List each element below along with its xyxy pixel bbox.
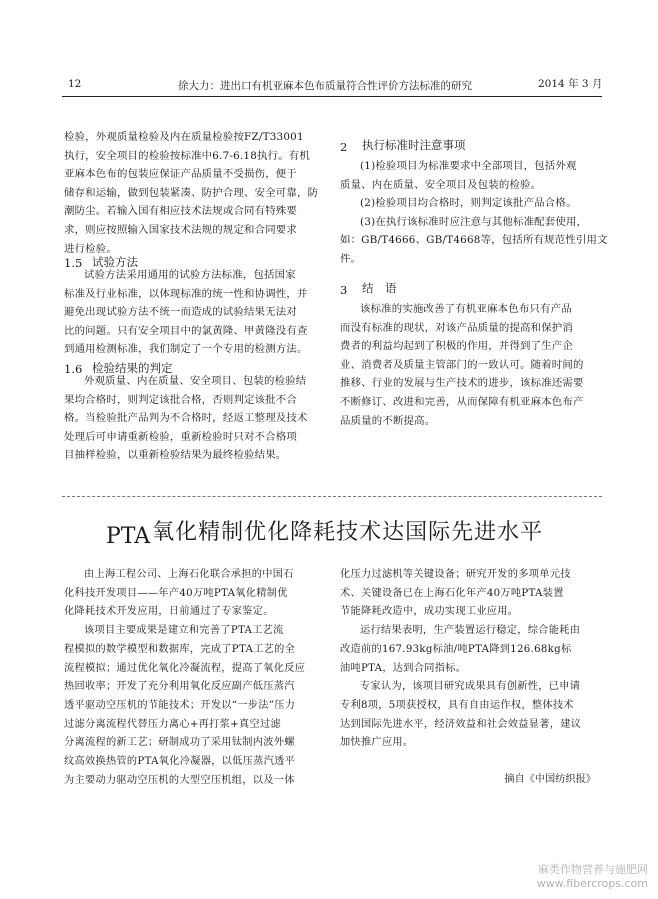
text-line: 费者的利益均起到了积极的作用，并得到了生产企 — [340, 340, 573, 353]
article-title-text: 氧化精制优化降耗技术达国际先进水平 — [152, 520, 544, 545]
section-2-number: 2 — [340, 140, 348, 154]
issue-year-unit: 年 — [568, 78, 579, 90]
text-line: 由上海工程公司、上海石化联合承担的中国石 — [84, 569, 294, 580]
text-line: 到通用检测标准，我们制定了一个专用的检测方法。 — [64, 343, 308, 356]
text-line: 化科技开发项目——年产40万吨PTA氧化精制优 — [64, 587, 288, 599]
issue-year: 2014 — [538, 78, 565, 90]
text-line: 品质量的不断提高。 — [340, 414, 436, 427]
section-3-number: 3 — [340, 283, 348, 297]
text-line: 程模拟的数学模型和数据库，完成了PTA工艺的全 — [64, 643, 296, 655]
text-line: 比的问题。只有安全项目中的氯黄隆、甲黄隆没有查 — [64, 324, 308, 337]
text-line: 进行检验。 — [64, 242, 117, 255]
text-line: 检验，外观质量检验及内在质量检验按FZ/T33001 — [64, 131, 304, 143]
text-line: 求，则应按照输入国家技术法规的规定和合同要求 — [64, 224, 297, 236]
running-title: 徐大力：进出口有机亚麻本色布质量符合性评价方法标准的研究 — [178, 80, 472, 92]
issue-month: 3 — [581, 78, 589, 90]
article-title-prefix: PTA — [106, 524, 151, 549]
text-line: 质量、内在质量、安全项目及包装的检验。 — [340, 178, 542, 191]
text-line: 加快推广应用。 — [340, 737, 414, 749]
text-line: 专利8项，5项获授权，具有自由运作权，整体技术 — [340, 699, 574, 711]
text-line: 改造前的167.93kg标油/吨PTA降到126.68kg标 — [340, 643, 572, 655]
text-line: (2)检验项目均合格时，则判定该批产品合格。 — [360, 197, 577, 210]
text-line: 如：GB/T4666、GB/T4668等，包括所有规范性引用文 — [340, 234, 608, 247]
text-line: 件。 — [340, 253, 362, 265]
text-line: 试验方法采用通用的试验方法标准，包括国家 — [84, 269, 296, 281]
text-line: 业、消费者及质量主管部门的一致认可。随着时间的 — [340, 358, 584, 371]
section-1-6-number: 1.6 — [64, 362, 83, 376]
text-line: 亚麻本色布的包装应保证产品质量不受损伤，便于 — [64, 168, 297, 181]
text-line: (1)检验项目为标准要求中全部项目，包括外观 — [360, 160, 577, 172]
text-line: 分离流程的新工艺；研制成功了采用钛制内波外螺 — [64, 737, 295, 749]
section-1-5-title: 试验方法 — [92, 255, 138, 269]
section-3-title: 结 语 — [362, 281, 397, 295]
issue-date — [538, 76, 602, 91]
text-line: 标准及行业标准，以体现标准的统一性和协调性，并 — [64, 287, 308, 300]
watermark — [537, 863, 648, 891]
text-line: 格。当检验批产品判为不合格时，经返工整理及技术 — [64, 412, 308, 425]
text-line: 运行结果表明，生产装置运行稳定，综合能耗由 — [360, 625, 581, 637]
page-number: 12 — [68, 78, 82, 90]
text-line: 节能降耗改造中，成功实现工业应用。 — [340, 606, 519, 618]
text-line: 流程模拟；通过优化氧化冷凝流程，提高了氧化反应 — [64, 662, 306, 674]
text-line: 处理后可申请重新检验，重新检验时只对不合格项 — [64, 430, 297, 443]
article-title — [106, 515, 543, 549]
section-1-5-number: 1.5 — [64, 256, 83, 270]
text-line: 纹高效换热管的PTA氧化冷凝器，以低压蒸汽透平 — [64, 756, 296, 767]
text-line: 避免出现试验方法不统一而造成的试验结果无法对 — [64, 306, 297, 319]
text-line: 推移、行业的发展与生产技术的进步，该标准还需要 — [340, 377, 584, 390]
text-line: 过滤分离流程代替压力离心+再打浆+真空过滤 — [64, 718, 281, 730]
text-line: 而没有标准的现状，对该产品质量的提高和保护消 — [340, 321, 573, 334]
text-line: 油吨PTA，达到合同指标。 — [340, 662, 467, 674]
text-line: 储存和运输，做到包装紧凑、防护合理、安全可靠，防 — [64, 186, 319, 199]
text-line: 透平驱动空压机的节能技术；开发以“一步法”压力 — [64, 699, 296, 711]
issue-month-unit: 月 — [591, 78, 603, 90]
text-line: 该标准的实施改善了有机亚麻本色布只有产品 — [360, 303, 572, 315]
section-1-6-title: 检验结果的判定 — [92, 361, 173, 375]
text-line: 该项目主要成果是建立和完善了PTA工艺流 — [84, 625, 284, 637]
text-line: 果均合格时，则判定该批合格，否则判定该批不合 — [64, 393, 297, 406]
text-line: 热回收率；开发了充分利用氧化反应副产低压蒸汽 — [64, 681, 295, 693]
text-line: 达到国际先进水平，经济效益和社会效益显著，建议 — [340, 718, 582, 730]
text-line: 不断修订、改进和完善，从而保障有机亚麻本色布产 — [340, 396, 584, 408]
watermark-site-name: 麻类作物营养与施肥网 — [538, 863, 648, 876]
text-line: 化压力过滤机等关键设备；研究开发的多项单元技 — [340, 569, 571, 580]
text-line: 术、关键设备已在上海石化年产40万吨PTA装置 — [340, 587, 564, 599]
text-line: 目抽样检验，以重新检验结果为最终检验结果。 — [64, 449, 287, 462]
text-line: 化降耗技术开发应用，日前通过了专家鉴定。 — [64, 606, 274, 618]
section-2-title: 执行标准时注意事项 — [362, 138, 466, 152]
header-rule — [62, 96, 602, 97]
section-divider — [62, 496, 602, 497]
text-line: 外观质量、内在质量、安全项目、包装的检验结 — [84, 375, 307, 387]
text-line: 执行，安全项目的检验按标准中6.7-6.18执行。有机 — [64, 149, 310, 162]
text-line: 潮防尘。若输入国有相应技术法规或合同有特殊要 — [64, 205, 297, 218]
article-source: 摘自《中国纺织报》 — [504, 774, 596, 785]
watermark-url: www.fibercrops.com — [536, 877, 648, 890]
text-line: 为主要动力驱动空压机的大型空压机组，以及一体 — [64, 774, 295, 786]
text-line: (3)在执行该标准时应注意与其他标准配套使用， — [360, 215, 588, 228]
text-line: 专家认为，该项目研究成果具有创新性，已申请 — [360, 681, 581, 693]
